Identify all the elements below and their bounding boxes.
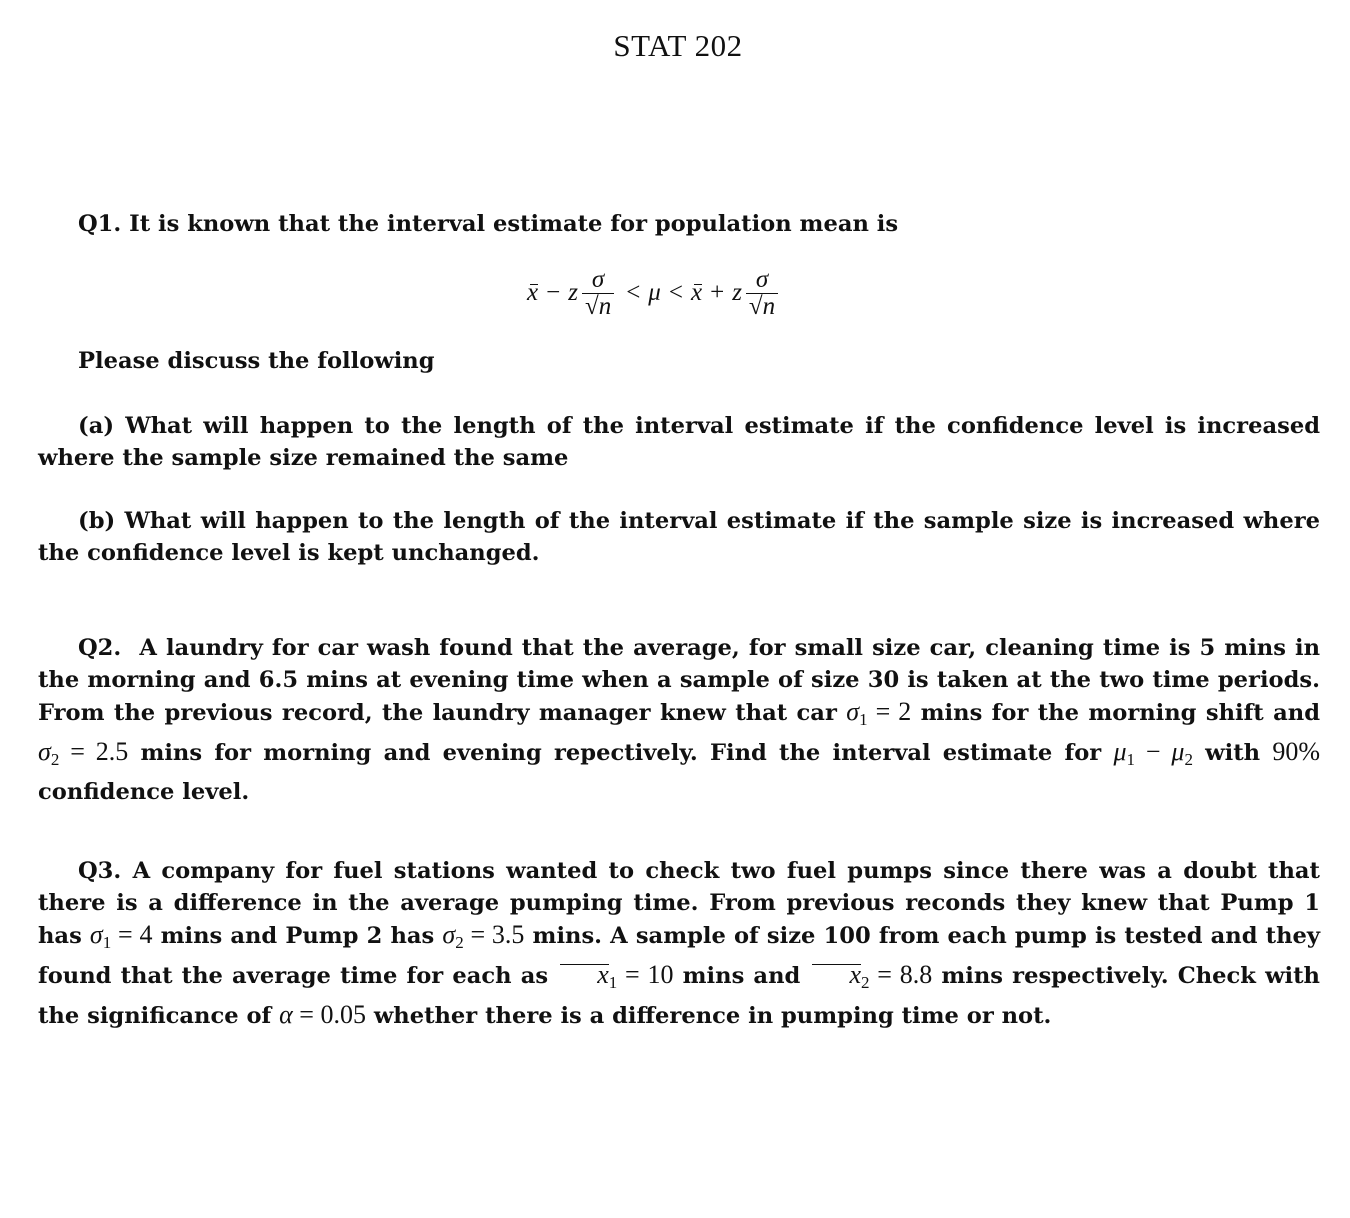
q2-mu1: μ <box>1113 737 1127 766</box>
q3-text-1: A company for fuel stations wanted to check two fuel pumps since there was a doubt that there is a difference in the average pumping time. From previous reconds they knew that Pump 1 has <box>38 858 1320 949</box>
q3-x1: x <box>557 959 609 991</box>
q3-statement <box>38 855 1320 1032</box>
q3-alpha: α <box>279 1000 293 1029</box>
q2-text-2: mins for the morning shift and <box>911 700 1320 726</box>
formula-denominator-2 <box>746 293 778 320</box>
q3-x1-value: = 10 <box>617 960 674 989</box>
q1-label: Q1. <box>78 211 122 237</box>
formula-n-2: n <box>762 292 776 320</box>
sqrt-symbol: √ <box>584 292 599 320</box>
q3-text-5: mins respectively. Check with the significance of <box>38 963 1320 1029</box>
formula-sigma-2: σ <box>755 265 769 293</box>
formula-xbar-2: x <box>690 279 703 306</box>
q3-label: Q3. <box>78 858 122 884</box>
q3-sigma1-sub: 1 <box>102 933 112 952</box>
formula-denominator <box>582 293 614 320</box>
formula-fraction-right <box>746 267 778 320</box>
q2-confidence: 90% <box>1272 737 1320 766</box>
q2-text-1: A laundry for car wash found that the average, for small size car, cleaning time is 5 mins in the morning and 6.5 mins at evening time when a sample of size 30 is taken at the two time periods. From the previous record, the laundry manager knew that car <box>38 635 1321 726</box>
q3-text-6: whether there is a difference in pumping time or not. <box>365 1003 1052 1029</box>
q3-text-4: mins and <box>673 963 810 989</box>
q2-sigma1-sub: 1 <box>859 710 868 729</box>
formula-n: n <box>598 292 612 320</box>
q1-statement <box>38 208 1320 240</box>
q2-statement <box>38 632 1320 808</box>
q1-prompt: Please discuss the following <box>78 348 435 374</box>
q2-mu2-sub: 2 <box>1184 750 1193 769</box>
q2-mu1-sub: 1 <box>1126 750 1135 769</box>
interval-formula <box>527 258 782 328</box>
q3-x2: x <box>809 959 861 991</box>
q2-mu2: μ <box>1171 737 1185 766</box>
formula-minus: − <box>546 279 561 306</box>
q3-sigma2-value: = 3.5 <box>463 920 525 949</box>
q2-text-4: with <box>1192 740 1273 766</box>
q3-sigma2-sub: 2 <box>455 933 464 952</box>
q3-x1-sub: 1 <box>608 973 618 992</box>
q1-part-b: (b) What will happen to the length of the interval estimate if the sample size is increased where the confidence level is kept unchanged. <box>38 508 1320 566</box>
q2-sigma2: σ <box>38 737 51 766</box>
sqrt-symbol-2: √ <box>748 292 763 320</box>
q3-sigma2: σ <box>442 920 456 949</box>
q2-minus: − <box>1135 737 1172 766</box>
q1-part-a: (a) What will happen to the length of the interval estimate if the confidence level is increased where the sample size remained the same <box>38 413 1320 471</box>
formula-z-2: z <box>732 279 742 306</box>
formula-mu: μ <box>648 279 661 306</box>
q3-alpha-value: = 0.05 <box>292 1000 366 1029</box>
q2-text-5: confidence level. <box>38 779 250 805</box>
page-title: STAT 202 <box>613 28 743 63</box>
q3-sigma1: σ <box>89 920 103 949</box>
q2-sigma1-value: = 2 <box>867 697 912 726</box>
q3-sigma1-value: = 4 <box>111 920 153 949</box>
formula-z: z <box>568 279 578 306</box>
q3-x2-sub: 2 <box>861 973 870 992</box>
formula-fraction-left <box>582 267 614 320</box>
q1-text: It is known that the interval estimate for population mean is <box>129 211 899 237</box>
q2-sigma2-sub: 2 <box>50 750 60 769</box>
q3-text-2: mins and Pump 2 has <box>152 923 443 949</box>
formula-lt-2: < <box>668 279 683 306</box>
q3-x2-value: = 8.8 <box>869 960 933 989</box>
q2-sigma1: σ <box>846 697 860 726</box>
formula-plus: + <box>710 279 725 306</box>
formula-xbar: x <box>527 279 539 306</box>
q2-text-3: mins for morning and evening repectively. Find the interval estimate for <box>128 740 1114 766</box>
formula-lt-1: < <box>626 279 641 306</box>
formula-sigma: σ <box>591 265 605 293</box>
q2-label: Q2. <box>78 635 122 661</box>
q3-text-3: mins. A sample of size 100 from each pump is tested and they found that the average time for each as <box>38 923 1321 989</box>
q2-sigma2-value: = 2.5 <box>59 737 129 766</box>
